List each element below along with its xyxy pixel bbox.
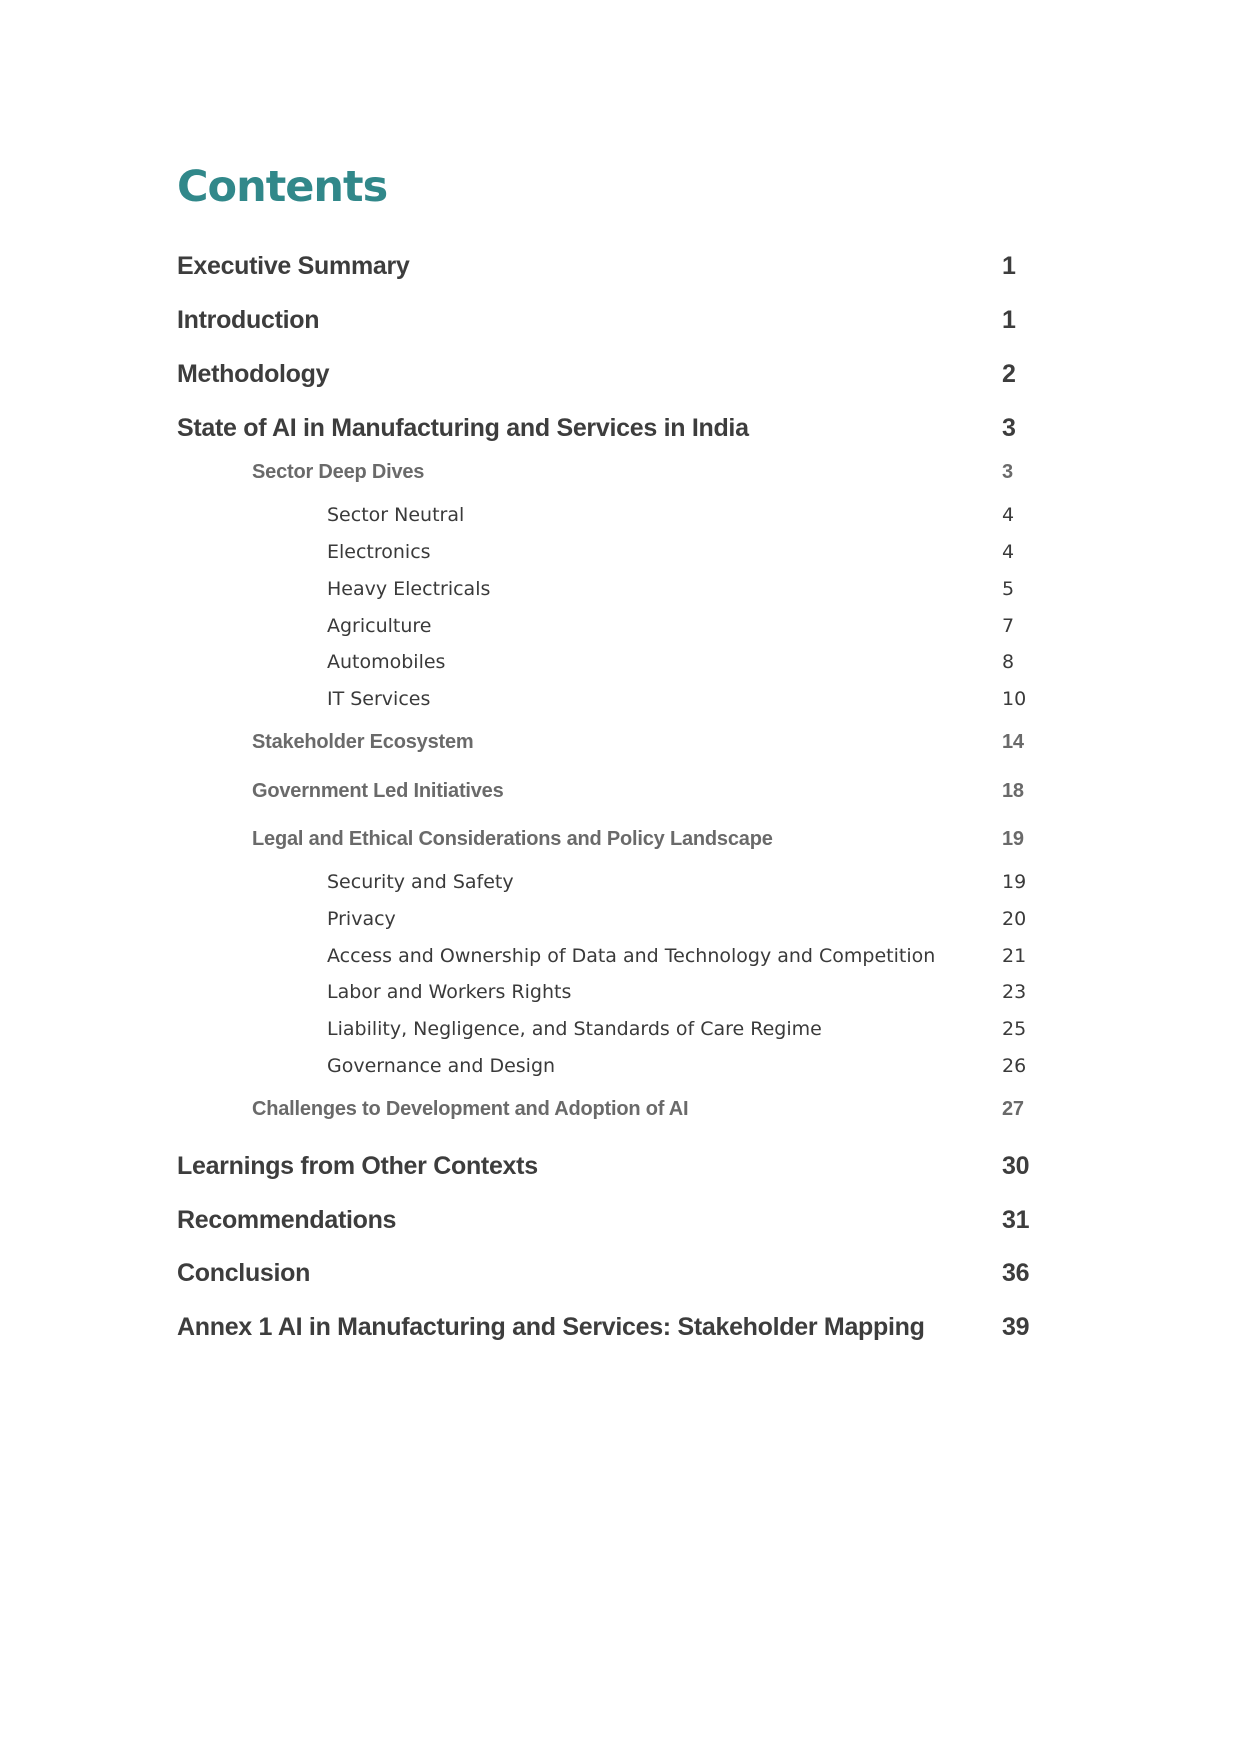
toc-entry-page: 31 — [1002, 1206, 1030, 1234]
toc-entry-label: Electronics — [327, 541, 431, 563]
toc-entry-label: Heavy Electricals — [327, 578, 491, 600]
toc-entry-label: Conclusion — [177, 1259, 311, 1287]
toc-entry-label: IT Services — [327, 688, 431, 710]
toc-entry-label: Methodology — [177, 360, 330, 388]
toc-entry-page: 20 — [1002, 908, 1027, 930]
toc-entry-label: Challenges to Development and Adoption of AI — [252, 1098, 689, 1120]
toc-entry-label: Sector Deep Dives — [252, 461, 425, 483]
toc-entry-label: Legal and Ethical Considerations and Policy Landscape — [252, 828, 773, 850]
toc-entry-label: Executive Summary — [177, 252, 410, 280]
toc-entry-page: 30 — [1002, 1152, 1030, 1180]
toc-entry-page: 39 — [1002, 1313, 1030, 1341]
toc-entry-label: Learnings from Other Contexts — [177, 1152, 538, 1180]
toc-entry-page: 25 — [1002, 1018, 1027, 1040]
toc-entry-label: Automobiles — [327, 651, 446, 673]
toc-entry-page: 14 — [1002, 731, 1024, 753]
toc-entry-label: Introduction — [177, 306, 320, 334]
toc-entry-label: State of AI in Manufacturing and Services in India — [177, 414, 749, 442]
page-title: Contents — [177, 162, 388, 212]
toc-entry-page: 1 — [1002, 252, 1016, 280]
toc-entry-label: Stakeholder Ecosystem — [252, 731, 474, 753]
toc-entry-page: 3 — [1002, 414, 1016, 442]
toc-entry-label: Agriculture — [327, 615, 432, 637]
toc-entry-page: 18 — [1002, 780, 1024, 802]
toc-entry-page: 5 — [1002, 578, 1015, 600]
toc-entry-page: 36 — [1002, 1259, 1030, 1287]
toc-entry-page: 4 — [1002, 504, 1015, 526]
toc-entry-page: 21 — [1002, 945, 1027, 967]
toc-entry-page: 23 — [1002, 981, 1027, 1003]
toc-entry-label: Government Led Initiatives — [252, 780, 504, 802]
toc-entry-label: Annex 1 AI in Manufacturing and Services: Stakeholder Mapping — [177, 1313, 925, 1341]
toc-entry-page: 4 — [1002, 541, 1015, 563]
toc-entry-label: Liability, Negligence, and Standards of Care Regime — [327, 1018, 822, 1040]
toc-entry-page: 7 — [1002, 615, 1015, 637]
toc-entry-label: Governance and Design — [327, 1055, 556, 1077]
toc-entry-label: Sector Neutral — [327, 504, 465, 526]
toc-entry-label: Access and Ownership of Data and Technology and Competition — [327, 945, 936, 967]
toc-entry-label: Recommendations — [177, 1206, 397, 1234]
toc-entry-page: 1 — [1002, 306, 1016, 334]
toc-entry-page: 27 — [1002, 1098, 1024, 1120]
toc-entry-label: Privacy — [327, 908, 396, 930]
toc-entry-page: 8 — [1002, 651, 1015, 673]
toc-entry-label: Labor and Workers Rights — [327, 981, 572, 1003]
toc-entry-page: 19 — [1002, 828, 1024, 850]
toc-entry-page: 26 — [1002, 1055, 1027, 1077]
toc-entry-label: Security and Safety — [327, 871, 514, 893]
toc-entry-page: 2 — [1002, 360, 1016, 388]
toc-entry-page: 3 — [1002, 461, 1013, 483]
toc-entry-page: 19 — [1002, 871, 1027, 893]
toc-entry-page: 10 — [1002, 688, 1027, 710]
